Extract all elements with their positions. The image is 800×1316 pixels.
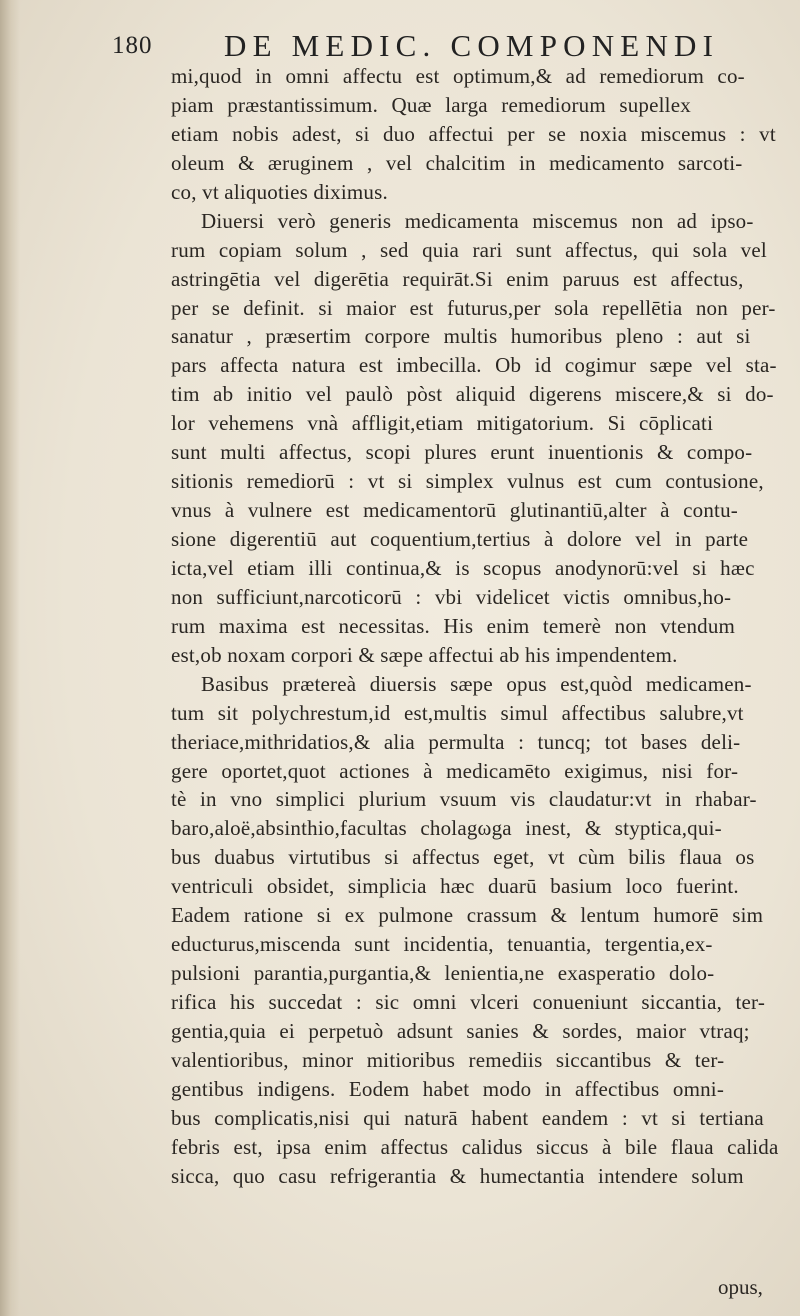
text-line: rum maxima est necessitas. His enim temerè non vtendum — [171, 613, 736, 638]
text-line: rifica his succedat : sic omni vlceri conueniunt siccantia, ter- — [171, 990, 766, 1014]
binding-gutter — [0, 0, 20, 1316]
text-line: bus complicatis,nisi qui naturā habent eandem : vt si tertiana — [171, 1105, 764, 1130]
text-line: gere oportet,quot actiones à medicamēto exigimus, nisi for- — [171, 758, 739, 783]
text-line: baro,aloë,absinthio,facultas cholagωga inest, & styptica,qui- — [171, 816, 722, 841]
running-head: DE MEDIC. COMPONENDI — [224, 28, 720, 63]
text-line: etiam nobis adest, si duo affectui per se noxia miscemus : vt — [171, 121, 776, 146]
text-line: Diuersi verò generis medicamenta miscemus non ad ipso- — [201, 208, 754, 233]
text-line: mi,quod in omni affectu est optimum,& ad remediorum co- — [171, 64, 745, 88]
text-line: oleum & æruginem , vel chalcitim in medicamento sarcoti- — [171, 150, 743, 175]
text-line: sanatur , præsertim corpore multis humoribus pleno : aut si — [171, 324, 751, 349]
text-line: astringētia vel digerētia requirāt.Si enim paruus est affectus, — [171, 266, 744, 291]
text-line: pars affecta natura est imbecilla. Ob id cogimur sæpe vel sta- — [171, 353, 777, 378]
text-line: Basibus prætereà diuersis sæpe opus est,quòd medicamen- — [201, 671, 752, 696]
text-line: sunt multi affectus, scopi plures erunt inuentionis & compo- — [171, 440, 753, 465]
text-line: tim ab initio vel paulò pòst aliquid digerens miscere,& si do- — [171, 382, 774, 407]
text-line: febris est, ipsa enim affectus calidus siccus à bile flaua calida — [171, 1134, 779, 1159]
text-line: Eadem ratione si ex pulmone crassum & lentum humorē sim — [171, 903, 764, 928]
body-text — [171, 62, 791, 1191]
text-line: tè in vno simplici plurium vsuum vis claudatur:vt in rhabar- — [171, 787, 757, 812]
text-line: sitionis remediorū : vt si simplex vulnus est cum contusione, — [171, 469, 764, 494]
catchword: opus, — [718, 1275, 763, 1299]
text-line: gentia,quia ei perpetuò adsunt sanies & sordes, maior vtraq; — [171, 1018, 750, 1043]
text-line: est,ob noxam corpori & sæpe affectui ab his impendentem. — [171, 642, 678, 667]
text-line: icta,vel etiam illi continua,& is scopus anodynorū:vel si hæc — [171, 555, 755, 580]
text-line: gentibus indigens. Eodem habet modo in affectibus omni- — [171, 1076, 725, 1101]
text-line: rum copiam solum , sed quia rari sunt affectus, qui sola vel — [171, 237, 767, 262]
text-line: co, vt aliquoties diximus. — [171, 179, 388, 204]
text-line: valentioribus, minor mitioribus remediis siccantibus & ter- — [171, 1047, 725, 1072]
text-line: pulsioni parantia,purgantia,& lenientia,ne exasperatio dolo- — [171, 961, 715, 986]
page-number: 180 — [112, 32, 153, 59]
text-line: piam præstantissimum. Quæ larga remediorum supellex — [171, 92, 691, 117]
text-line: sicca, quo casu refrigerantia & humectantia intendere solum — [171, 1163, 744, 1188]
text-line: per se definit. si maior est futurus,per sola repellētia non per- — [171, 295, 776, 320]
text-line: non sufficiunt,narcoticorū : vbi videlicet victis omnibus,ho- — [171, 584, 732, 609]
text-line: theriace,mithridatios,& alia permulta : tuncq; tot bases deli- — [171, 729, 741, 754]
text-line: lor vehemens vnà affligit,etiam mitigatorium. Si cōplicati — [171, 411, 714, 436]
text-line: vnus à vulnere est medicamentorū glutinantiū,alter à contu- — [171, 498, 738, 523]
text-line: ventriculi obsidet, simplicia hæc duarū basium loco fuerint. — [171, 874, 739, 899]
text-line: bus duabus virtutibus si affectus eget, vt cùm bilis flaua os — [171, 845, 755, 870]
text-line: sione digerentiū aut coquentium,tertius à dolore vel in parte — [171, 527, 749, 551]
text-line: educturus,miscenda sunt incidentia, tenuantia, tergentia,ex- — [171, 932, 713, 957]
text-line: tum sit polychrestum,id est,multis simul affectibus salubre,vt — [171, 700, 744, 725]
